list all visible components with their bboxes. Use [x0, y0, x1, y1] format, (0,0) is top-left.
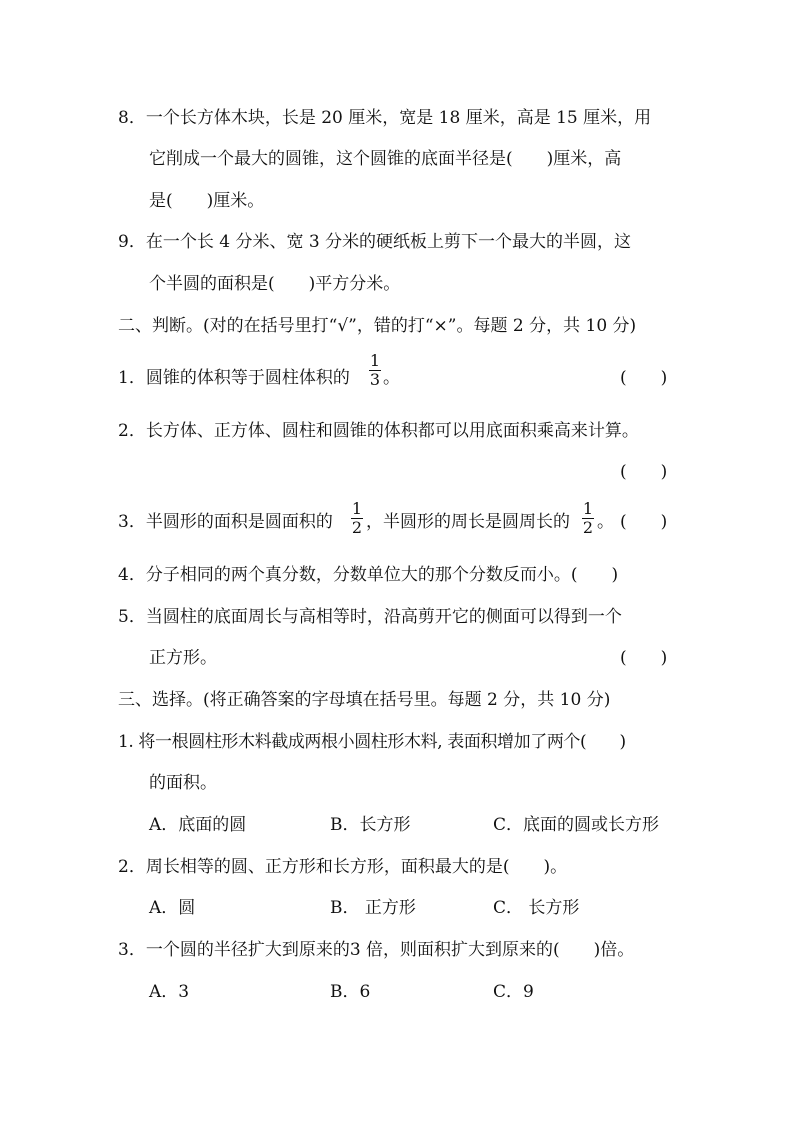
q9-line1: 9．在一个长 4 分米、宽 3 分米的硬纸板上剪下一个最大的半圆，这 — [118, 232, 632, 252]
fraction-denominator: 3 — [369, 370, 381, 389]
choice-1-option-c[interactable]: C．底面的圆或长方形 — [493, 815, 660, 835]
judge-1-text: 1．圆锥的体积等于圆柱体积的 — [118, 368, 350, 388]
q9-line2: 个半圆的面积是( )平方分米。 — [149, 274, 401, 294]
judge-3-period: 。 — [597, 512, 614, 532]
judge-3-fraction-1 — [350, 500, 364, 537]
judge-5-line2: 正方形。 — [149, 648, 217, 668]
judge-2-text: 2．长方体、正方体、圆柱和圆锥的体积都可以用底面积乘高来计算。 — [118, 421, 639, 441]
judge-3-text-b: ，半圆形的周长是圆周长的 — [366, 512, 570, 532]
fraction-numerator: 1 — [369, 351, 381, 370]
judge-3-answer-paren[interactable]: ( ) — [620, 512, 668, 532]
q8-line2: 它削成一个最大的圆锥，这个圆锥的底面半径是( )厘米，高 — [149, 149, 622, 169]
judge-4-text: 4．分子相同的两个真分数，分数单位大的那个分数反而小。( ) — [118, 565, 619, 585]
section2-heading: 二、判断。(对的在括号里打“√”，错的打“×”。每题 2 分，共 10 分) — [118, 316, 637, 336]
choice-1-line1: 1. 将一根圆柱形木料截成两根小圆柱形木料, 表面积增加了两个( ) — [118, 732, 626, 752]
fraction-denominator: 2 — [351, 518, 363, 537]
judge-5-answer-paren[interactable]: ( ) — [620, 648, 668, 668]
judge-1-answer-paren[interactable]: ( ) — [620, 368, 668, 388]
choice-2-line1: 2．周长相等的圆、正方形和长方形，面积最大的是( )。 — [118, 857, 568, 877]
judge-2-answer-paren[interactable]: ( ) — [620, 462, 668, 482]
fraction-denominator: 2 — [582, 518, 594, 537]
q8-line3: 是( )厘米。 — [149, 191, 265, 211]
choice-1-option-a[interactable]: A．底面的圆 — [149, 815, 247, 835]
fraction-numerator: 1 — [582, 499, 594, 518]
section3-heading: 三、选择。(将正确答案的字母填在括号里。每题 2 分，共 10 分) — [118, 690, 611, 710]
choice-3-line1: 3．一个圆的半径扩大到原来的3 倍，则面积扩大到原来的( )倍。 — [118, 940, 635, 960]
judge-1-period: 。 — [383, 368, 400, 388]
choice-1-option-b[interactable]: B．长方形 — [330, 815, 411, 835]
choice-1-line2: 的面积。 — [149, 773, 217, 793]
fraction-numerator: 1 — [351, 499, 363, 518]
choice-2-option-c[interactable]: C． 长方形 — [493, 898, 580, 918]
judge-5-line1: 5．当圆柱的底面周长与高相等时，沿高剪开它的侧面可以得到一个 — [118, 607, 622, 627]
choice-3-option-b[interactable]: B．6 — [330, 982, 371, 1002]
judge-3-fraction-2 — [581, 500, 595, 537]
judge-3-text-a: 3．半圆形的面积是圆面积的 — [118, 512, 333, 532]
choice-2-option-b[interactable]: B． 正方形 — [330, 898, 416, 918]
choice-2-option-a[interactable]: A．圆 — [149, 898, 196, 918]
judge-1-fraction — [368, 352, 382, 389]
choice-3-option-a[interactable]: A．3 — [149, 982, 190, 1002]
q8-line1: 8．一个长方体木块，长是 20 厘米，宽是 18 厘米，高是 15 厘米，用 — [118, 108, 652, 128]
choice-3-option-c[interactable]: C．9 — [493, 982, 534, 1002]
